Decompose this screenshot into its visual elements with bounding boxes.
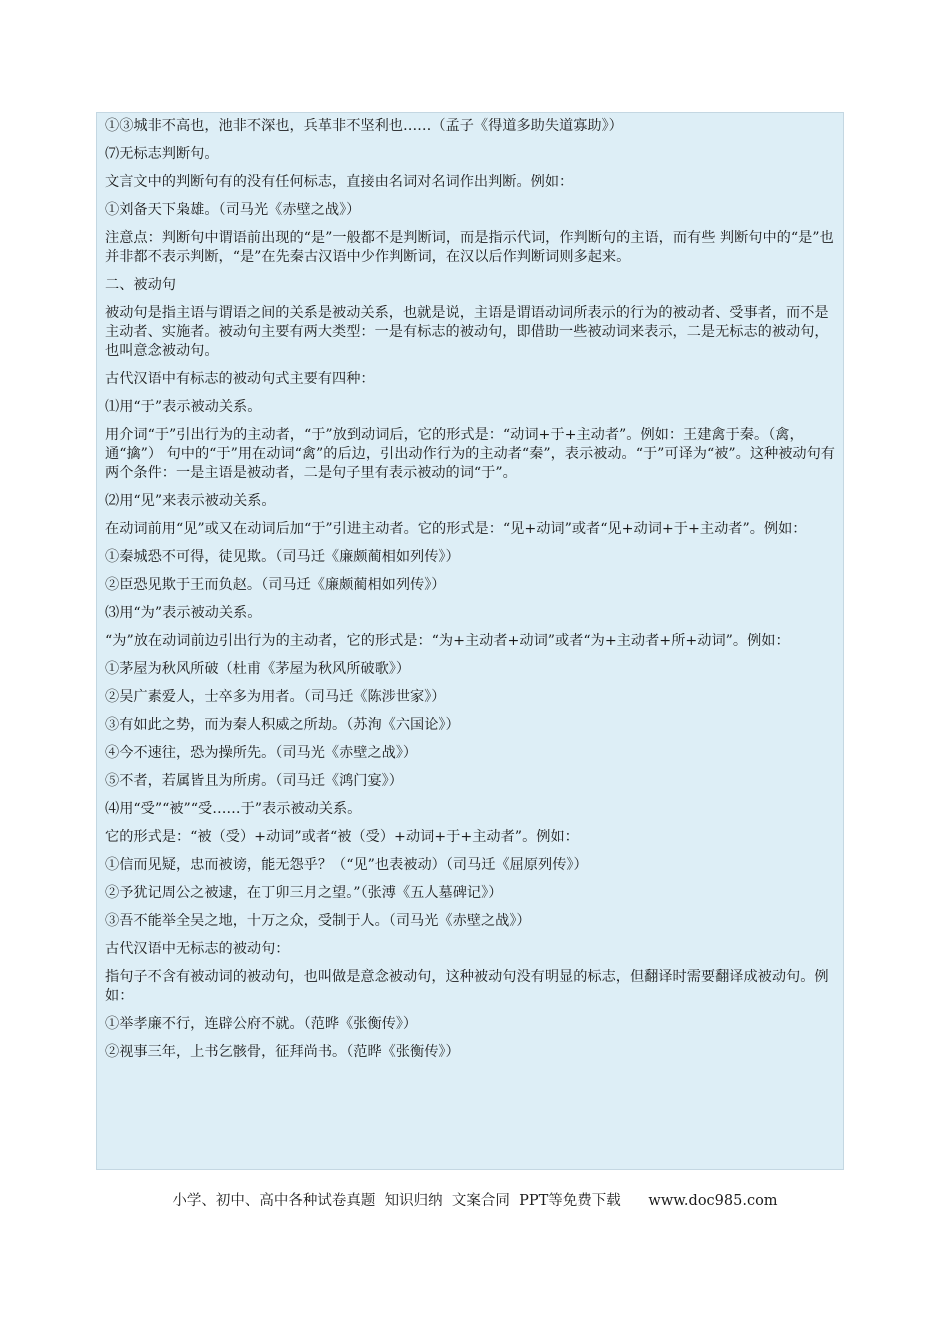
paragraph: ⑴用“于”表示被动关系。 [105,399,262,415]
paragraph: 古代汉语中无标志的被动句： [105,941,290,957]
paragraph: 在动词前用“见”或又在动词后加“于”引进主动者。它的形式是：“见+动词”或者“见+动词+于+主动者”。例如： [105,521,807,537]
paragraph: ⑤不者，若属皆且为所虏。（司马迁《鸿门宴》） [105,773,403,789]
paragraph: ⑷用“受”“被”“受……于”表示被动关系。 [105,801,362,817]
page-footer: 小学、初中、高中各种试卷真题 知识归纳 文案合同 PPT等免费下载 www.doc985.com [172,1193,778,1209]
paragraph: ②臣恐见欺于王而负赵。（司马迁《廉颇蔺相如列传》） [105,577,446,593]
paragraph: 古代汉语中有标志的被动句式主要有四种： [105,371,375,387]
paragraph: ①举孝廉不行，连辟公府不就。（范晔《张衡传》） [105,1016,418,1032]
paragraph: “为”放在动词前边引出行为的主动者，它的形式是：“为+主动者+动词”或者“为+主动者+所+动词”。例如： [105,633,790,649]
paragraph: 文言文中的判断句有的没有任何标志，直接由名词对名词作出判断。例如： [105,174,574,190]
paragraph: 注意点：判断句中谓语前出现的“是”一般都不是判断词，而是指示代词，作判断句的主语，而有些 判断句中的“是”也并非都不表示判断，“是”在先秦古汉语中少作判断词，在汉以后作判断词则多起来。 [105,230,834,265]
paragraph: 它的形式是：“被（受）+动词”或者“被（受）+动词+于+主动者”。例如： [105,829,579,845]
paragraph: 用介词“于”引出行为的主动者，“于”放到动词后，它的形式是：“动词+于+主动者”。例如：王建禽于秦。（禽，通“擒”） 句中的“于”用在动词“禽”的后边，引出动作行为的主动者“秦”，表示被动。“于”可译为“被”。这种被动句有两个条件：一是主语是被动者，二是句子里有表示被动的词“于”。 [105,427,835,481]
paragraph: ⑵用“见”来表示被动关系。 [105,493,276,509]
paragraph: ①刘备天下枭雄。（司马光《赤壁之战》） [105,202,361,218]
paragraph: ③吾不能举全吴之地，十万之众，受制于人。（司马光《赤壁之战》） [105,913,531,929]
paragraph: ①③城非不高也，池非不深也，兵革非不坚利也……（孟子《得道多助失道寡助》） [105,118,623,134]
paragraph: ④今不速往，恐为操所先。（司马光《赤壁之战》） [105,745,418,761]
paragraph: 被动句是指主语与谓语之间的关系是被动关系，也就是说，主语是谓语动词所表示的行为的被动者、受事者，而不是主动者、实施者。被动句主要有两大类型：一是有标志的被动句，即借助一些被动词来表示，二是无标志的被动句，也叫意念被动句。 [105,305,829,359]
paragraph: 指句子不含有被动词的被动句，也叫做是意念被动句，这种被动句没有明显的标志，但翻译时需要翻译成被动句。例如： [105,969,829,1004]
paragraph: ②吴广素爱人，士卒多为用者。（司马迁《陈涉世家》） [105,689,446,705]
paragraph: ②视事三年，上书乞骸骨，征拜尚书。（范晔《张衡传》） [105,1044,460,1060]
content-box [96,112,844,1170]
paragraph: ⑶用“为”表示被动关系。 [105,605,262,621]
paragraph: ③有如此之势，而为秦人积威之所劫。（苏洵《六国论》） [105,717,460,733]
paragraph: ①秦城恐不可得，徒见欺。（司马迁《廉颇蔺相如列传》） [105,549,460,565]
paragraph: ①信而见疑，忠而被谤，能无怨乎？（“见”也表被动）（司马迁《屈原列传》） [105,857,588,873]
paragraph: ①茅屋为秋风所破（杜甫《茅屋为秋风所破歌》） [105,661,411,677]
section-heading: 二、被动句 [105,277,176,293]
paragraph: ②予犹记周公之被逮，在丁卯三月之望。”（张溥《五人墓碑记》） [105,885,503,901]
paragraph: ⑺无标志判断句。 [105,146,219,162]
